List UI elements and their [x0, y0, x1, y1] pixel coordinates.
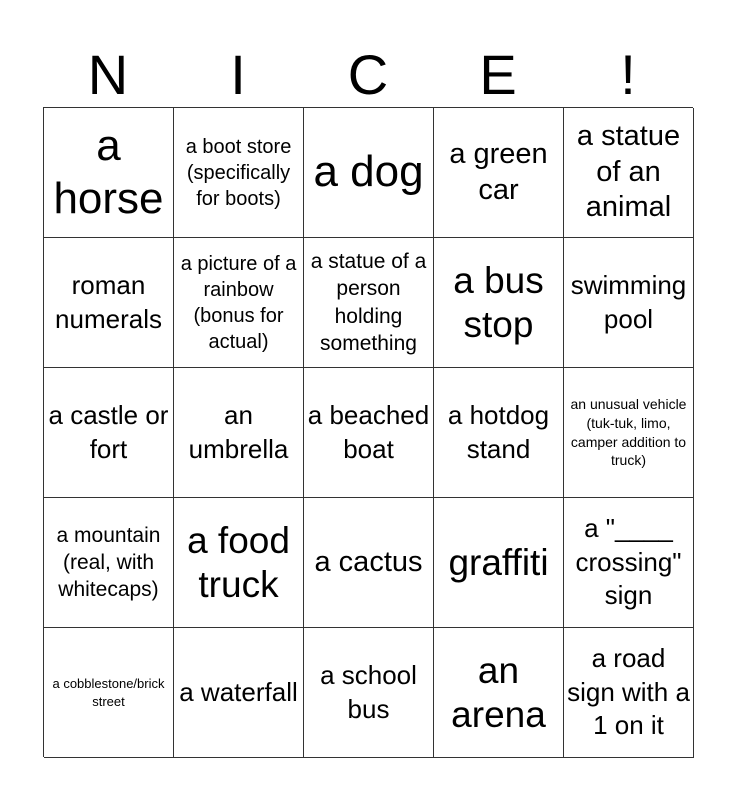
bingo-header	[43, 44, 693, 106]
header-letter-n: N	[87, 43, 129, 106]
bingo-cell[interactable]: graffiti	[434, 498, 564, 628]
bingo-cell[interactable]: a statue of an animal	[564, 108, 694, 238]
header-letter-c: C	[347, 43, 389, 106]
bingo-cell[interactable]: a food truck	[174, 498, 304, 628]
bingo-cell[interactable]: a road sign with a 1 on it	[564, 628, 694, 758]
bingo-board	[43, 107, 693, 757]
bingo-cell[interactable]: a bus stop	[434, 238, 564, 368]
bingo-cell[interactable]: an unusual vehicle (tuk-tuk, limo, camper addition to truck)	[564, 368, 694, 498]
bingo-cell[interactable]: a school bus	[304, 628, 434, 758]
bingo-cell[interactable]: a "____ crossing" sign	[564, 498, 694, 628]
bingo-cell[interactable]: a waterfall	[174, 628, 304, 758]
bingo-cell[interactable]: an umbrella	[174, 368, 304, 498]
header-letter-i: I	[230, 43, 246, 106]
header-letter-e: E	[479, 43, 517, 106]
bingo-cell[interactable]: a hotdog stand	[434, 368, 564, 498]
bingo-cell[interactable]: roman numerals	[44, 238, 174, 368]
bingo-cell[interactable]: a mountain (real, with whitecaps)	[44, 498, 174, 628]
bingo-cell[interactable]: a castle or fort	[44, 368, 174, 498]
bingo-cell[interactable]: a boot store (specifically for boots)	[174, 108, 304, 238]
bingo-cell[interactable]: swimming pool	[564, 238, 694, 368]
bingo-cell[interactable]: a cobblestone/brick street	[44, 628, 174, 758]
bingo-cell[interactable]: a green car	[434, 108, 564, 238]
bingo-cell[interactable]: a picture of a rainbow (bonus for actual)	[174, 238, 304, 368]
bingo-cell[interactable]: a horse	[44, 108, 174, 238]
header-letter-exclamation: !	[620, 43, 636, 106]
bingo-cell[interactable]: a cactus	[304, 498, 434, 628]
bingo-cell[interactable]: a dog	[304, 108, 434, 238]
bingo-cell[interactable]: a statue of a person holding something	[304, 238, 434, 368]
bingo-cell[interactable]: an arena	[434, 628, 564, 758]
bingo-cell[interactable]: a beached boat	[304, 368, 434, 498]
